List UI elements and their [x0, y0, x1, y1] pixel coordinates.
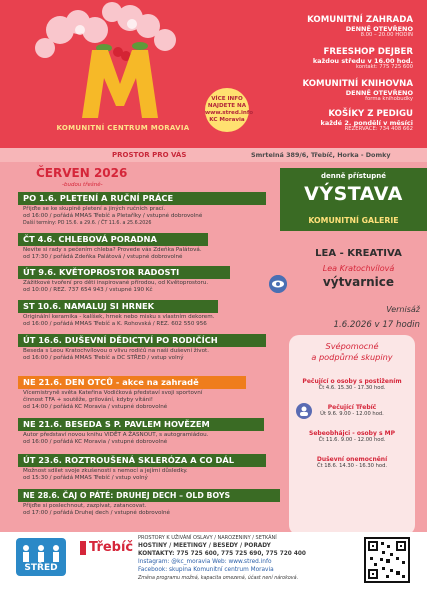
exhibition-note: denně přístupné: [320, 172, 386, 180]
exhibition-artist-role: výtvarnice: [322, 275, 395, 289]
event-title: NE 21.6. BESEDA S P. PAVLEM HOVĚZEM: [18, 418, 264, 431]
exhibition-artist-name: Lea Kratochvílová: [322, 264, 395, 273]
event-line: Zážitkové tvoření pro děti inspirované přírodou, od Květoprostoru.: [23, 280, 209, 286]
event-line: Autor představí novou knihu VIDĚT A ŽASNOUT, s autogramiádou.: [23, 432, 209, 438]
event-line: Možnost sdílet svoje zkušenosti s nemocí a jejími důsledky.: [23, 468, 188, 474]
support-group-item: Sebeobhájci - osoby s MP Čt 11.6. 9.00 - 12.00 hod.: [309, 430, 395, 443]
more-info-badge[interactable]: VÍCE INFO NAJDETE NA www.stred.info KC Moravia: [205, 88, 249, 132]
event-line: Beseda s Leou Kratochvílovou o vlivu rodičů na naši duševní život.: [23, 348, 209, 354]
event-line: Originální keramika - kalíšek, hrnek nebo misku s vlastním dekorem.: [23, 314, 215, 320]
event-line: od 16:00 / pořádá MMAS Třebíč a Pletaříky / vstupné dobrovolné: [23, 213, 203, 219]
qr-code-icon[interactable]: [364, 537, 410, 583]
event-line: od 17:30 / pořádá Zdeňka Palátová / vstupné dobrovolné: [23, 254, 183, 260]
event-line: od 16:00 / pořádá MMAS Třebíč a K. Rohovská / REZ. 602 550 956: [23, 321, 207, 327]
event-line: od 15:30 / pořádá MMAS Třebíč / vstup volný: [23, 475, 148, 481]
event-line: Nevíte si rady s pečením chleba? Provede vás Zdeňka Palátová.: [23, 247, 202, 253]
month-title: ČERVEN 2026: [36, 166, 128, 180]
vernissage-date: 1.6.2026 v 17 hodin: [333, 320, 420, 330]
service-garden: KOMUNITNÍ ZAHRADA DENNĚ OTEVŘENO 8.00 – 20.00 HODIN: [307, 15, 413, 39]
address-label: PROSTOR PRO VÁS: [112, 151, 187, 159]
event-title: ÚT 9.6. KVĚTOPROSTOR RADOSTI: [18, 266, 230, 279]
event-line: od 16:00 / pořádá MMAS Třebíč a DC STŘED / vstup volný: [23, 355, 184, 361]
kc-moravia-logo-icon: [80, 44, 160, 120]
event-title: NE 21.6. DEN OTCŮ - akce na zahradě: [18, 376, 246, 389]
eye-icon: [269, 275, 287, 293]
stred-logo: STŘED: [16, 538, 66, 576]
footer-line: KONTAKTY: 775 725 600, 775 725 690, 775 720 400: [138, 551, 306, 557]
event-line: činnost TFA + soutěže, grilování, kdyby vítáni!: [23, 397, 154, 403]
event-line: od 14:00 / pořádá KC Moravia / vstupné dobrovolné: [23, 404, 168, 410]
trebic-logo: Třebíč: [89, 540, 134, 555]
event-line: od 10:00 / REZ. 737 654 943 / vstupné 190 Kč: [23, 287, 153, 293]
support-group-item: Pečující Třebíč Út 9.6. 9.00 - 12.00 hod.: [320, 404, 384, 417]
event-title: ST 10.6. NAMALUJ SI HRNEK: [18, 300, 218, 313]
event-line: Přijďte se ke skupině pletení a jiných ručních prací.: [23, 206, 166, 212]
event-title: NE 28.6. ČAJ O PÁTÉ: DRUHEJ DECH – OLD BOYS: [18, 489, 280, 502]
event-title: PO 1.6. PLETENÍ A RUČNÍ PRÁCE: [18, 192, 266, 205]
exhibition-subtitle: KOMUNITNÍ GALERIE: [308, 216, 399, 225]
exhibition-title: VÝSTAVA: [304, 183, 403, 205]
event-line: od 17:00 / pořádá Druhej dech / vstupné dobrovolné: [23, 510, 170, 516]
event-title: ČT 4.6. CHLEBOVÁ PORADNA: [18, 233, 208, 246]
event-line: Další termíny: PO 15.6. a 29.6. / ČT 11.6. a 25.6.2026: [23, 221, 152, 226]
service-baskets: KOŠÍKY Z PEDIGU každé 2. pondělí v měsíci REZERVACE: 734 408 662: [320, 109, 413, 133]
support-group-item: Duševní onemocnění Čt 18.6. 14.30 - 16.30 hod.: [316, 456, 388, 469]
address-text: Smrtelná 389/6, Třebíč, Horka - Domky: [251, 151, 391, 159]
footer-line: Změna programu možná, kapacita omezená, účast není nároková.: [138, 576, 299, 581]
month-subtitle: -budou třešně-: [62, 182, 103, 188]
event-line: Přijďte si poslechnout, zazpívat, zatancovat.: [23, 503, 147, 509]
event-title: ÚT 23.6. ROZTROUŠENÁ SKLERÓZA A CO DÁL: [18, 454, 266, 467]
trebic-flag-icon: [80, 541, 86, 555]
event-line: od 16:00 / pořádá KC Moravia / vstupné dobrovolné: [23, 439, 168, 445]
support-group-item: Pečující o osoby s postižením Čt 4.6. 15.30 - 17.30 hod.: [302, 378, 402, 391]
org-name: KOMUNITNÍ CENTRUM MORAVIA: [56, 124, 190, 132]
support-heading: Svépomocné a podpůrné skupiny: [311, 341, 393, 362]
footer-line[interactable]: Instagram: @kc_moravia Web: www.stred.info: [138, 559, 272, 565]
event-title: ÚT 16.6. DUŠEVNÍ DĚDICTVÍ PO RODIČÍCH: [18, 334, 266, 347]
event-line: Vícemistryně světa Kateřina Vodičková představí svoji sportovní: [23, 390, 203, 396]
footer-line: PROSTORY K UŽIVÁNÍ OSLAVY / NAROZENINY / SETKÁNÍ: [138, 535, 277, 541]
vernissage-label: Vernisáž: [386, 305, 420, 314]
service-library: KOMUNITNÍ KNIHOVNA DENNĚ OTEVŘENO forma knihobudky: [302, 79, 413, 103]
footer-line: HOSTINY / MEETINGY / BESEDY / PORADY: [138, 543, 271, 549]
service-freeshop: FREESHOP DEJBER každou středu v 16.00 hod. kontakt: 775 725 600: [312, 47, 413, 71]
exhibition-artist-brand: LEA - KREATIVA: [315, 248, 402, 259]
footer-line[interactable]: Facebook: skupina Komunitní centrum Moravia: [138, 567, 274, 573]
